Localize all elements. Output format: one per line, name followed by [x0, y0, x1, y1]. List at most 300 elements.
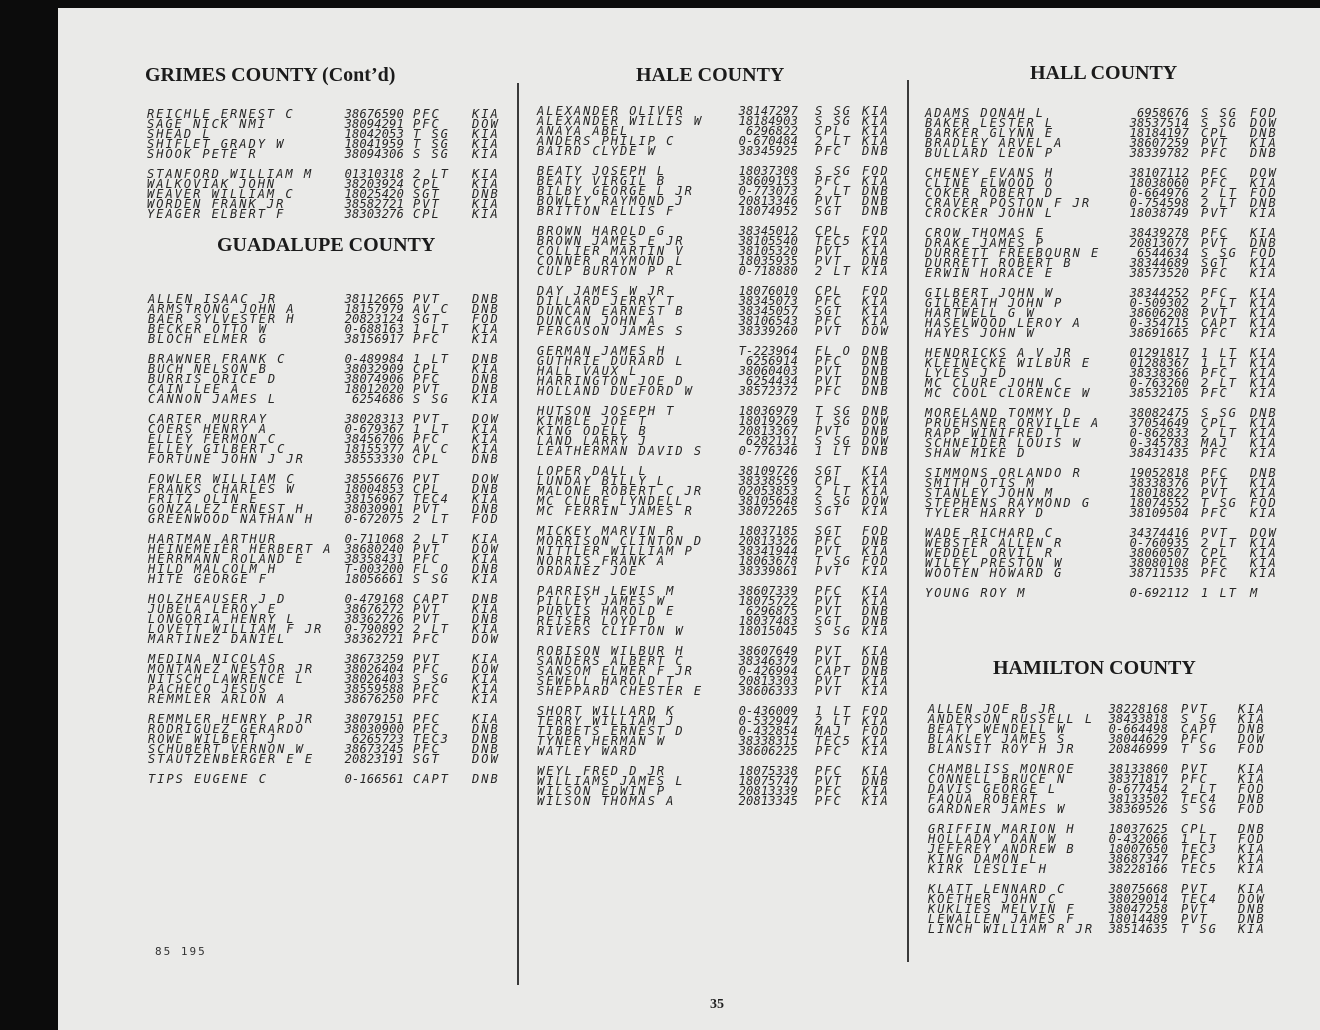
status-code: DNB — [472, 187, 500, 201]
serial-number: 0-426994 — [738, 664, 798, 678]
grade: PFC — [815, 144, 843, 158]
serial-number: 38339861 — [738, 564, 798, 578]
roster-row — [537, 446, 902, 456]
grade: CPL — [815, 474, 843, 488]
grade: PFC — [815, 584, 843, 598]
roster-row — [147, 209, 512, 219]
roster-row — [148, 514, 512, 524]
serial-number: 18037185 — [738, 524, 798, 538]
status-code: FOD — [1250, 246, 1278, 260]
serial-number: 38029014 — [1108, 892, 1168, 906]
grade: 1 LT — [1201, 586, 1238, 600]
serial-number: 18018822 — [1129, 486, 1189, 500]
status-code: KIA — [472, 652, 500, 666]
soldier-name: RODRIGUEZ GERARDO — [148, 722, 305, 736]
status-code: DNB — [862, 664, 890, 678]
roster-row — [537, 566, 902, 576]
serial-number: 38075668 — [1108, 882, 1168, 896]
grade: SGT — [815, 304, 843, 318]
grade: CPL — [815, 224, 843, 238]
soldier-name: LEATHERMAN DAVID S — [537, 444, 704, 458]
grade: S SG — [413, 572, 450, 586]
serial-number: 20813367 — [738, 424, 798, 438]
serial-number: 38338376 — [1129, 476, 1189, 490]
soldier-name: BEATY WENDELL W — [928, 722, 1067, 736]
grade: PVT — [413, 472, 441, 486]
serial-number: 38074906 — [344, 372, 404, 386]
soldier-name: MC COOL CLORENCE W — [925, 386, 1092, 400]
grade: S SG — [1201, 246, 1238, 260]
serial-number: 20813326 — [738, 534, 798, 548]
grade: PVT — [815, 364, 843, 378]
soldier-name: CULP BURTON P R — [537, 264, 676, 278]
grade: T SG — [413, 127, 450, 141]
soldier-name: CANNON JAMES L — [148, 392, 278, 406]
status-code: KIA — [472, 622, 500, 636]
serial-number: 0-479168 — [344, 592, 404, 606]
serial-number: 18041959 — [344, 137, 404, 151]
soldier-name: SIMMONS ORLANDO R — [925, 466, 1082, 480]
soldier-name: FORTUNE JOHN J JR — [148, 452, 305, 466]
status-code: KIA — [862, 474, 890, 488]
grade: PFC — [413, 692, 441, 706]
serial-number: 38559588 — [344, 682, 404, 696]
serial-number: 18074952 — [738, 204, 798, 218]
grade: S SG — [413, 672, 450, 686]
grade: 2 LT — [1201, 376, 1238, 390]
soldier-name: NITTLER WILLIAM P — [537, 544, 694, 558]
status-code: KIA — [1238, 762, 1266, 776]
serial-number: 0-664498 — [1108, 722, 1168, 736]
serial-number: 38080108 — [1129, 556, 1189, 570]
grade: CAPT — [1201, 316, 1238, 330]
serial-number: 38026404 — [344, 662, 404, 676]
soldier-name: REICHLE ERNEST C — [147, 107, 295, 121]
grade: MAJ — [815, 724, 843, 738]
grade: T SG — [413, 137, 450, 151]
serial-number: 38072265 — [738, 504, 798, 518]
status-code: DNB — [472, 562, 500, 576]
grade: PVT — [815, 244, 843, 258]
soldier-name: SCHUBERT VERNON W — [148, 742, 305, 756]
grade: PVT — [815, 644, 843, 658]
serial-number: 0-718880 — [738, 264, 798, 278]
grade: FL O — [413, 562, 450, 576]
soldier-name: KLATT LENNARD C — [928, 882, 1067, 896]
status-code: DNB — [862, 424, 890, 438]
grade: PFC — [1201, 286, 1229, 300]
status-code: KIA — [862, 104, 890, 118]
grade: PFC — [1201, 146, 1229, 160]
serial-number: 0-754598 — [1129, 196, 1189, 210]
soldier-name: ANDERS PHILIP C — [537, 134, 676, 148]
serial-number: 20823124 — [344, 312, 404, 326]
status-code: DNB — [862, 204, 890, 218]
serial-number: 20813339 — [738, 784, 798, 798]
soldier-name: WORDEN FRANK JR — [147, 197, 286, 211]
status-code: KIA — [862, 564, 890, 578]
grade: SGT — [815, 464, 843, 478]
serial-number: 0-672075 — [344, 512, 404, 526]
status-code: FOD — [1250, 496, 1278, 510]
grade: PVT — [413, 542, 441, 556]
soldier-name: BAER SYLVESTER H — [148, 312, 296, 326]
soldier-name: WILSON THOMAS A — [537, 794, 676, 808]
serial-number: 01310318 — [344, 167, 404, 181]
roster-row — [148, 394, 512, 404]
grade: PVT — [815, 374, 843, 388]
serial-number: 6296875 — [746, 604, 798, 618]
status-code: KIA — [862, 294, 890, 308]
status-code: DNB — [862, 404, 890, 418]
grade: PFC — [413, 117, 441, 131]
grade: PFC — [1201, 176, 1229, 190]
soldier-name: FOWLER WILLIAM C — [148, 472, 296, 486]
status-code: KIA — [862, 304, 890, 318]
soldier-name: WALKOVIAK JOHN — [147, 177, 277, 191]
grade: SGT — [815, 524, 843, 538]
status-code: DNB — [1250, 146, 1278, 160]
grade: CPL — [413, 207, 441, 221]
soldier-name: LOVETT WILLIAM F JR — [148, 622, 324, 636]
grade: S SG — [815, 494, 852, 508]
serial-number: 18004853 — [344, 482, 404, 496]
serial-number: 6958676 — [1137, 106, 1189, 120]
grade: S SG — [815, 624, 852, 638]
serial-number: 38094306 — [344, 147, 404, 161]
serial-number: 0-489984 — [344, 352, 404, 366]
roster-row — [925, 148, 1290, 158]
grade: T SG — [815, 404, 852, 418]
serial-number: 34374416 — [1129, 526, 1189, 540]
grade: 1 LT — [815, 704, 852, 718]
serial-number: 0-760935 — [1129, 536, 1189, 550]
status-code: DOW — [472, 542, 500, 556]
grade: PVT — [815, 424, 843, 438]
soldier-name: SANDERS ALBERT C — [537, 654, 685, 668]
grade: S SG — [1201, 106, 1238, 120]
soldier-name: HASELWOOD LEROY A — [925, 316, 1082, 330]
status-code: KIA — [472, 672, 500, 686]
status-code: KIA — [472, 572, 500, 586]
status-code: DNB — [862, 534, 890, 548]
soldier-name: DUNCAN EARNEST B — [537, 304, 685, 318]
status-code: DNB — [472, 722, 500, 736]
grade: 2 LT — [413, 167, 450, 181]
soldier-name: GUTHRIE DURARD L — [537, 354, 685, 368]
grade: 2 LT — [1201, 186, 1238, 200]
grade: PFC — [413, 552, 441, 566]
serial-number: 38112665 — [344, 292, 404, 306]
soldier-name: GILBERT JOHN W — [925, 286, 1055, 300]
soldier-name: KIMBLE JOE T — [537, 414, 648, 428]
status-code: DNB — [1238, 912, 1266, 926]
soldier-name: KLEINECKE WILBUR E — [925, 356, 1092, 370]
footer-code: 85 195 — [155, 945, 207, 958]
county-heading-hamilton: HAMILTON COUNTY — [993, 657, 1196, 679]
grade: 1 LT — [413, 422, 450, 436]
serial-number: 0-763260 — [1129, 376, 1189, 390]
soldier-name: HOLLAND DUEFORD W — [537, 384, 694, 398]
serial-number: 38109504 — [1129, 506, 1189, 520]
status-code: KIA — [1250, 546, 1278, 560]
grade: CAPT — [815, 664, 852, 678]
serial-number: 18038060 — [1129, 176, 1189, 190]
status-code: KIA — [862, 544, 890, 558]
soldier-name: ADAMS DONAH L — [925, 106, 1045, 120]
grade: PVT — [815, 604, 843, 618]
status-code: FOD — [862, 524, 890, 538]
serial-number: 38676250 — [344, 692, 404, 706]
roster-row — [537, 796, 902, 806]
status-code: DNB — [862, 144, 890, 158]
roster-row — [537, 206, 902, 216]
grade: T SG — [1181, 742, 1218, 756]
grade: TEC5 — [815, 734, 852, 748]
soldier-name: COLLIER MARTIN V — [537, 244, 685, 258]
soldier-name: DRAKE JAMES P — [925, 236, 1045, 250]
status-code: KIA — [472, 552, 500, 566]
serial-number: 0-432066 — [1108, 832, 1168, 846]
serial-number: 38105320 — [738, 244, 798, 258]
serial-number: 38106543 — [738, 314, 798, 328]
soldier-name: SHEAD L — [147, 127, 212, 141]
grade: AV C — [413, 302, 450, 316]
status-code: DNB — [1238, 792, 1266, 806]
status-code: DNB — [862, 184, 890, 198]
status-code: DNB — [862, 444, 890, 458]
grade: PFC — [1201, 226, 1229, 240]
status-code: KIA — [1238, 862, 1266, 876]
status-code: KIA — [1250, 416, 1278, 430]
grade: S SG — [1181, 712, 1218, 726]
status-code: KIA — [862, 134, 890, 148]
status-code: KIA — [1250, 536, 1278, 550]
serial-number: 38156917 — [344, 332, 404, 346]
status-code: KIA — [862, 674, 890, 688]
status-code: KIA — [862, 174, 890, 188]
soldier-name: KING DAMON L — [928, 852, 1039, 866]
soldier-name: CONNELL BRUCE N — [928, 772, 1067, 786]
serial-number: 38607259 — [1129, 136, 1189, 150]
grade: 2 LT — [815, 134, 852, 148]
status-code: FOD — [862, 224, 890, 238]
status-code: FOD — [1250, 186, 1278, 200]
status-code: KIA — [862, 734, 890, 748]
soldier-name: BLANSIT ROY H JR — [928, 742, 1076, 756]
grade: MAJ — [1201, 436, 1229, 450]
serial-number: 18184197 — [1129, 126, 1189, 140]
roster-row — [148, 634, 512, 644]
soldier-name: CLINE ELWOOD O — [925, 176, 1055, 190]
soldier-name: WATLEY WARD — [537, 744, 639, 758]
grade: CPL — [1201, 126, 1229, 140]
soldier-name: BOWLEY RAYMOND J — [537, 194, 685, 208]
soldier-name: DUNCAN JOHN A — [537, 314, 657, 328]
status-code: KIA — [472, 442, 500, 456]
grade: PFC — [1201, 466, 1229, 480]
roster-row — [925, 388, 1290, 398]
status-code: KIA — [862, 644, 890, 658]
grade: PVT — [413, 412, 441, 426]
serial-number: 38582721 — [344, 197, 404, 211]
serial-number: 38680240 — [344, 542, 404, 556]
serial-number: 38345073 — [738, 294, 798, 308]
grade: TEC3 — [413, 732, 450, 746]
soldier-name: SAGE NICK NMI — [147, 117, 267, 131]
status-code: KIA — [1250, 506, 1278, 520]
status-code: DOW — [472, 632, 500, 646]
grade: PFC — [413, 742, 441, 756]
status-code: KIA — [472, 147, 500, 161]
soldier-name: RIVERS CLIFTON W — [537, 624, 685, 638]
grade: 2 LT — [1181, 782, 1218, 796]
serial-number: 38032909 — [344, 362, 404, 376]
status-code: KIA — [472, 207, 500, 221]
grade: SGT — [413, 187, 441, 201]
serial-number: 38371817 — [1108, 772, 1168, 786]
grade: PVT — [413, 292, 441, 306]
soldier-name: BROWN JAMES E JR — [537, 234, 685, 248]
status-code: KIA — [1238, 842, 1266, 856]
status-code: DNB — [472, 382, 500, 396]
serial-number: 18075747 — [738, 774, 798, 788]
grade: PFC — [815, 744, 843, 758]
status-code: KIA — [862, 594, 890, 608]
soldier-name: HARTMAN ARTHUR — [148, 532, 278, 546]
status-code: DNB — [862, 254, 890, 268]
status-code: KIA — [1250, 356, 1278, 370]
roster-row — [537, 326, 902, 336]
serial-number: 38303276 — [344, 207, 404, 221]
serial-number: 38532105 — [1129, 386, 1189, 400]
soldier-name: JUBELA LEROY E — [148, 602, 278, 616]
soldier-name: HENDRICKS A V JR — [925, 346, 1073, 360]
serial-number: 18184903 — [738, 114, 798, 128]
status-code: FOD — [862, 554, 890, 568]
serial-number: 18036979 — [738, 404, 798, 418]
grade: PVT — [1181, 762, 1209, 776]
soldier-name: DURRETT ROBERT B — [925, 256, 1073, 270]
serial-number: 20846999 — [1108, 742, 1168, 756]
soldier-name: WEAVER WILLIAM C — [147, 187, 295, 201]
status-code: KIA — [862, 124, 890, 138]
serial-number: 6296822 — [746, 124, 798, 138]
soldier-name: JEFFREY ANDREW B — [928, 842, 1076, 856]
grade: FL O — [815, 344, 852, 358]
status-code: KIA — [472, 532, 500, 546]
serial-number: 38606225 — [738, 744, 798, 758]
serial-number: 0-354715 — [1129, 316, 1189, 330]
status-code: KIA — [1250, 266, 1278, 280]
roster-row — [537, 506, 902, 516]
serial-number: 38687347 — [1108, 852, 1168, 866]
soldier-name: SHAW MIKE D — [925, 446, 1027, 460]
status-code: DNB — [472, 742, 500, 756]
soldier-name: MORELAND TOMMY D — [925, 406, 1073, 420]
soldier-name: WEBSTER ALLEN R — [925, 536, 1064, 550]
soldier-name: BRAWNER FRANK C — [148, 352, 287, 366]
roster-row — [537, 686, 902, 696]
grade: PFC — [1201, 446, 1229, 460]
serial-number: 38133502 — [1108, 792, 1168, 806]
status-code: KIA — [862, 624, 890, 638]
serial-number: 38044629 — [1108, 732, 1168, 746]
roster-row — [148, 774, 512, 784]
status-code: DNB — [1250, 406, 1278, 420]
soldier-name: SANSOM ELMER F JR — [537, 664, 694, 678]
soldier-name: ORDANEZ JOE — [537, 564, 639, 578]
serial-number: 38341944 — [738, 544, 798, 558]
soldier-name: ALEXANDER WILLIS W — [537, 114, 704, 128]
serial-number: T-223964 — [738, 344, 798, 358]
status-code: DOW — [1250, 526, 1278, 540]
status-code: KIA — [1250, 346, 1278, 360]
soldier-name: WOOTEN HOWARD G — [925, 566, 1064, 580]
serial-number: 38606333 — [738, 684, 798, 698]
status-code: DOW — [472, 472, 500, 486]
serial-number: 18157979 — [344, 302, 404, 316]
grade: PFC — [413, 107, 441, 121]
soldier-name: PURVIS HAROLD E — [537, 604, 676, 618]
soldier-name: STANLEY JOHN M — [925, 486, 1055, 500]
status-code: KIA — [862, 794, 890, 808]
serial-number: 38345012 — [738, 224, 798, 238]
status-code: DNB — [862, 344, 890, 358]
soldier-name: GARDNER JAMES W — [928, 802, 1067, 816]
soldier-name: HALL VAUX L — [537, 364, 639, 378]
status-code: KIA — [472, 177, 500, 191]
serial-number: 38609153 — [738, 174, 798, 188]
soldier-name: REMMLER HENRY P JR — [148, 712, 315, 726]
soldier-name: BECKER OTTO W — [148, 322, 268, 336]
county-heading-hall: HALL COUNTY — [1030, 62, 1178, 84]
status-code: DNB — [1238, 722, 1266, 736]
serial-number: 18019269 — [738, 414, 798, 428]
grade: T SG — [815, 414, 852, 428]
grade: CPL — [1201, 416, 1229, 430]
serial-number: 20813346 — [738, 194, 798, 208]
soldier-name: CHAMBLISS MONROE — [928, 762, 1076, 776]
serial-number: 38345057 — [738, 304, 798, 318]
status-code: KIA — [472, 362, 500, 376]
grade: 2 LT — [815, 184, 852, 198]
serial-number: 38431435 — [1129, 446, 1189, 460]
soldier-name: WADE RICHARD C — [925, 526, 1055, 540]
soldier-name: KING ODELL B — [537, 424, 648, 438]
serial-number: 38344689 — [1129, 256, 1189, 270]
soldier-name: MEDINA NICOLAS — [148, 652, 278, 666]
grade: S SG — [815, 164, 852, 178]
grade: PFC — [1181, 732, 1209, 746]
grade: PFC — [1201, 366, 1229, 380]
serial-number: 18076010 — [738, 284, 798, 298]
status-code: KIA — [472, 107, 500, 121]
status-code: KIA — [862, 744, 890, 758]
serial-number: 18075722 — [738, 594, 798, 608]
serial-number: 0-436009 — [738, 704, 798, 718]
grade: PVT — [413, 602, 441, 616]
serial-number: 02053853 — [738, 484, 798, 498]
soldier-name: MC CLURE LYNDELL — [537, 494, 685, 508]
serial-number: 0-679367 — [344, 422, 404, 436]
soldier-name: PARRISH LEWIS M — [537, 584, 676, 598]
serial-number: 38133860 — [1108, 762, 1168, 776]
grade: SGT — [413, 752, 441, 766]
grade: CPL — [413, 362, 441, 376]
serial-number: 18007650 — [1108, 842, 1168, 856]
serial-number: 38105540 — [738, 234, 798, 248]
